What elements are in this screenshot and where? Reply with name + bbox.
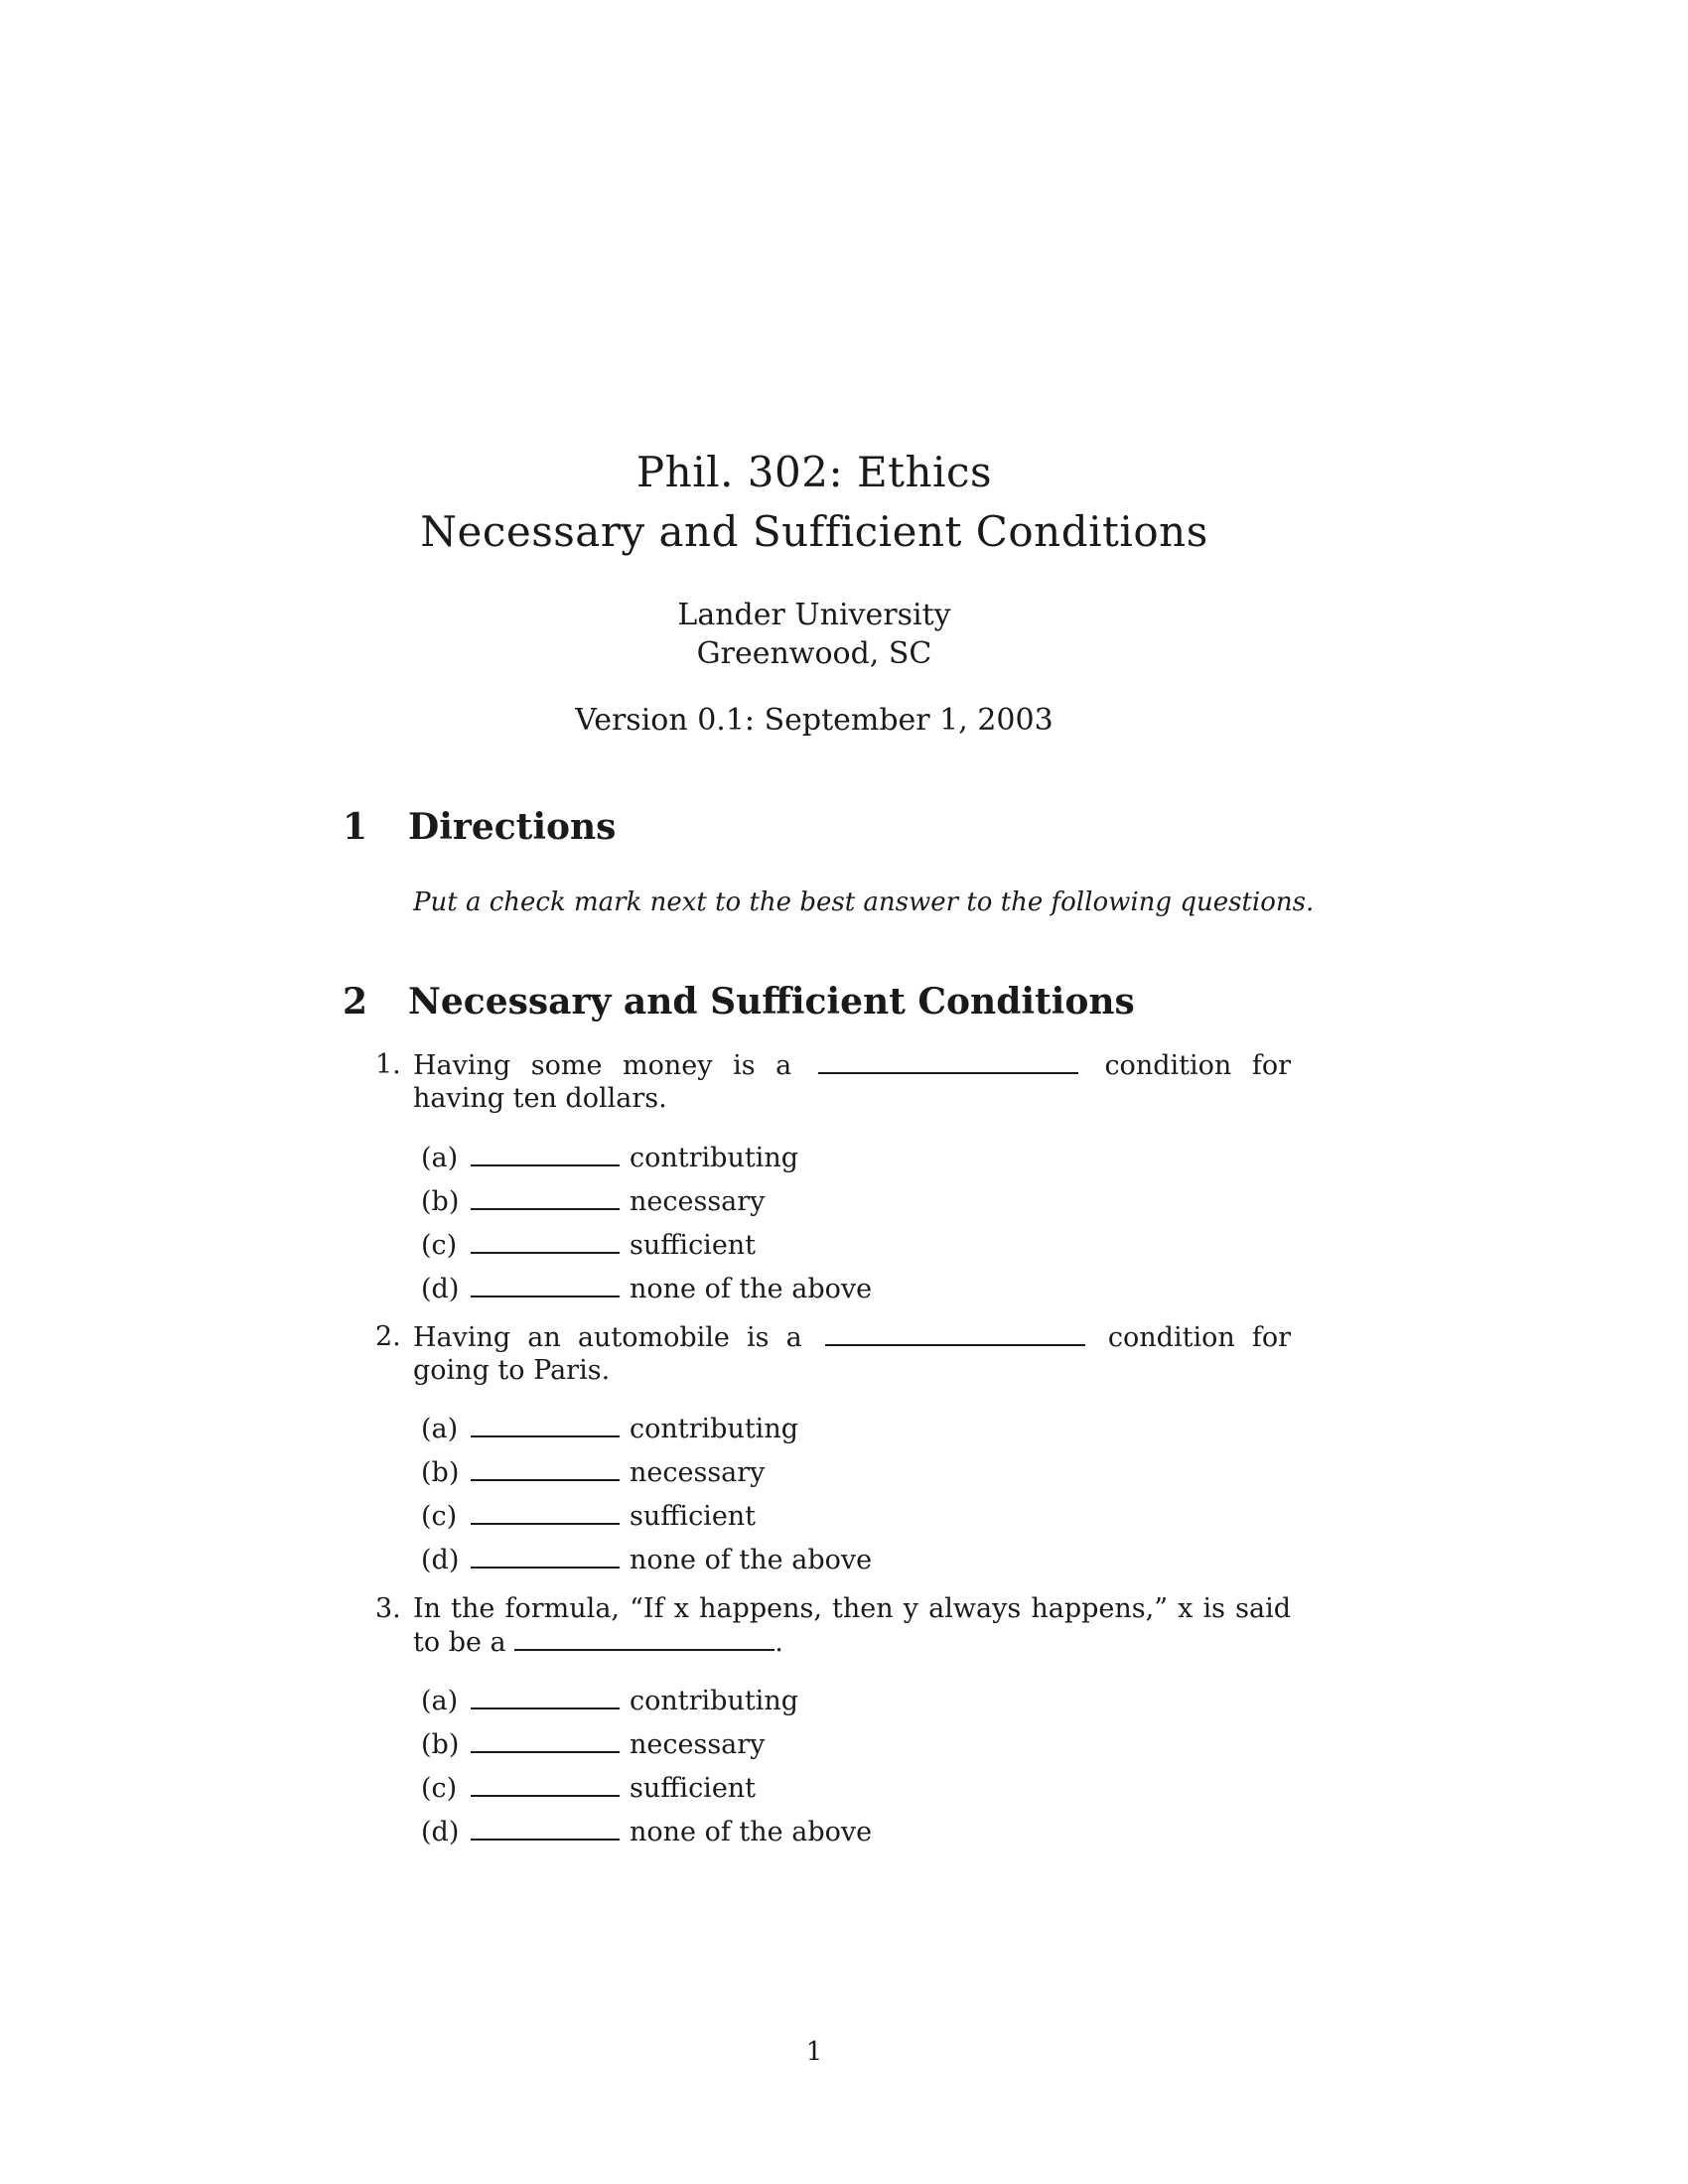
option-c	[421, 1224, 872, 1268]
option-label: sufficient	[630, 1501, 757, 1532]
option-label: necessary	[630, 1729, 766, 1760]
check-blank[interactable]	[471, 1459, 620, 1481]
option-d	[421, 1539, 872, 1582]
option-d	[421, 1268, 872, 1311]
section-heading-directions	[343, 804, 616, 850]
option-c	[421, 1767, 872, 1811]
option-letter: (b)	[421, 1729, 460, 1760]
check-blank[interactable]	[471, 1276, 620, 1297]
option-c	[421, 1495, 872, 1539]
check-blank[interactable]	[471, 1547, 620, 1569]
document-subtitle: Necessary and Sufficient Conditions	[420, 507, 1208, 556]
option-letter: (d)	[421, 1817, 460, 1847]
check-blank[interactable]	[471, 1416, 620, 1437]
section-title: Necessary and Sufficient Conditions	[408, 981, 1135, 1023]
page-number: 1	[805, 2037, 823, 2067]
question-text-after: condition for going to Paris.	[413, 1322, 1291, 1386]
question-3-options	[421, 1680, 872, 1854]
option-letter: (c)	[421, 1230, 458, 1261]
section-number: 1	[343, 806, 368, 848]
question-1	[375, 1048, 1291, 1115]
option-d	[421, 1811, 872, 1854]
option-letter: (b)	[421, 1457, 460, 1488]
option-label: contributing	[630, 1143, 798, 1173]
option-label: none of the above	[630, 1274, 873, 1304]
directions-text: Put a check mark next to the best answer to the following questions.	[413, 887, 1315, 917]
affiliation	[0, 596, 1628, 673]
location: Greenwood, SC	[696, 636, 932, 671]
option-b	[421, 1180, 872, 1224]
option-label: none of the above	[630, 1545, 873, 1575]
option-letter: (d)	[421, 1274, 460, 1304]
question-text-before: Having an automobile is a	[413, 1322, 802, 1353]
option-b	[421, 1723, 872, 1767]
answer-blank[interactable]	[514, 1625, 774, 1651]
question-text-after: condition for having ten dollars.	[413, 1050, 1291, 1114]
course-title: Phil. 302: Ethics	[635, 448, 993, 496]
answer-blank[interactable]	[818, 1048, 1078, 1074]
option-label: necessary	[630, 1457, 766, 1488]
question-2	[375, 1320, 1291, 1387]
section-number: 2	[343, 981, 368, 1023]
option-label: none of the above	[630, 1817, 873, 1847]
question-number: 3.	[375, 1593, 401, 1624]
option-a	[421, 1137, 872, 1180]
check-blank[interactable]	[471, 1232, 620, 1254]
option-letter: (c)	[421, 1501, 458, 1532]
document-title	[0, 443, 1628, 562]
option-label: contributing	[630, 1686, 798, 1716]
option-b	[421, 1451, 872, 1495]
check-blank[interactable]	[471, 1188, 620, 1210]
question-number: 1.	[375, 1049, 401, 1080]
check-blank[interactable]	[471, 1819, 620, 1841]
check-blank[interactable]	[471, 1775, 620, 1797]
option-letter: (c)	[421, 1773, 458, 1804]
option-letter: (a)	[421, 1143, 459, 1173]
question-2-options	[421, 1408, 872, 1582]
check-blank[interactable]	[471, 1145, 620, 1166]
question-text-before: In the formula, “If x happens, then y always happens,” x is said to be a	[413, 1593, 1291, 1658]
question-3	[375, 1592, 1291, 1659]
institution: Lander University	[677, 598, 951, 632]
option-letter: (b)	[421, 1186, 460, 1217]
question-text-after: .	[774, 1627, 783, 1658]
option-letter: (d)	[421, 1545, 460, 1575]
question-text-before: Having some money is a	[413, 1050, 792, 1081]
question-number: 2.	[375, 1321, 401, 1352]
question-text	[413, 1592, 1291, 1659]
option-letter: (a)	[421, 1414, 459, 1444]
answer-blank[interactable]	[825, 1320, 1085, 1346]
check-blank[interactable]	[471, 1503, 620, 1525]
option-letter: (a)	[421, 1686, 459, 1716]
question-1-options	[421, 1137, 872, 1311]
option-label: contributing	[630, 1414, 798, 1444]
option-label: sufficient	[630, 1230, 757, 1261]
version-line: Version 0.1: September 1, 2003	[575, 703, 1054, 738]
option-label: necessary	[630, 1186, 766, 1217]
section-title: Directions	[408, 806, 617, 848]
option-a	[421, 1680, 872, 1723]
check-blank[interactable]	[471, 1731, 620, 1753]
option-a	[421, 1408, 872, 1451]
option-label: sufficient	[630, 1773, 757, 1804]
question-text	[413, 1048, 1291, 1115]
section-heading-conditions	[343, 979, 1135, 1024]
check-blank[interactable]	[471, 1688, 620, 1709]
question-text	[413, 1320, 1291, 1387]
